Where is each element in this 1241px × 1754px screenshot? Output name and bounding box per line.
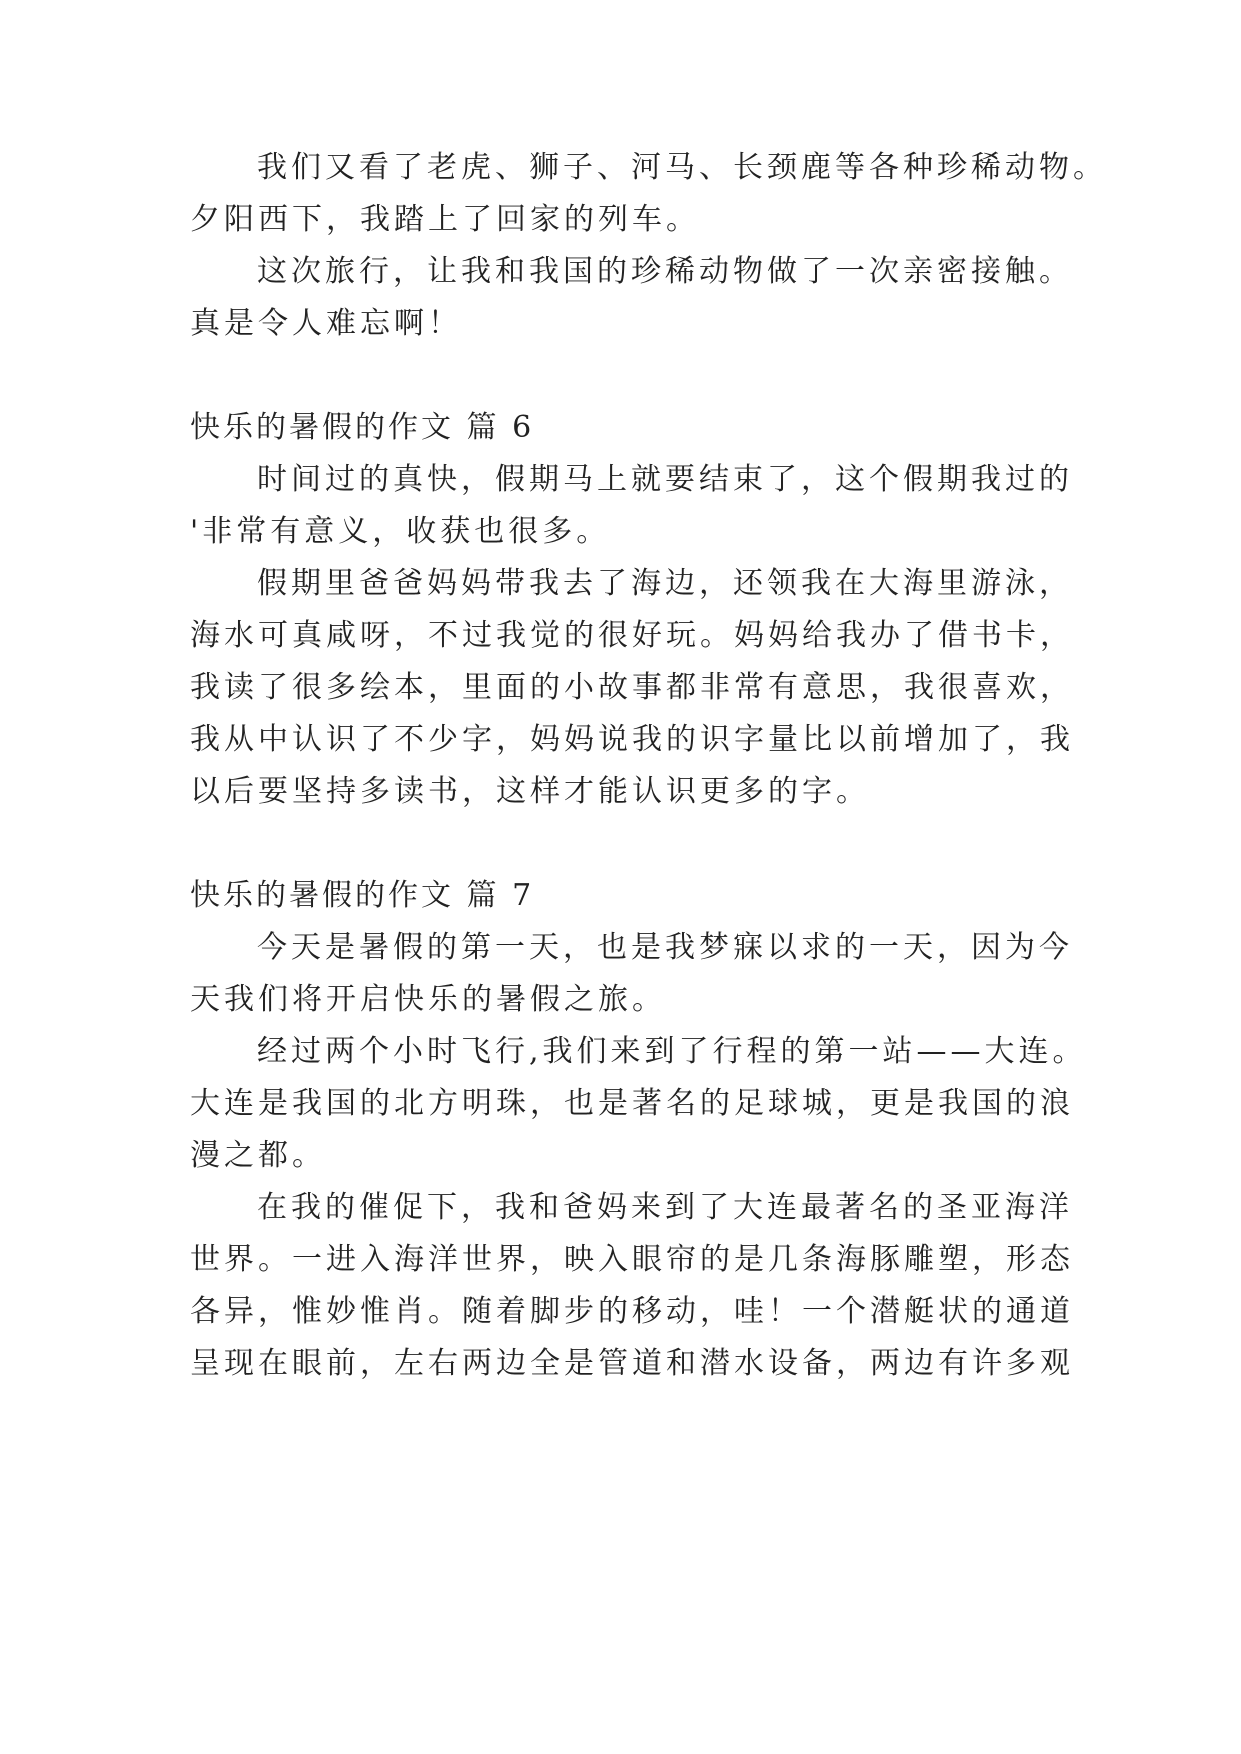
paragraph-line: 假期里爸爸妈妈带我去了海边，还领我在大海里游泳， (257, 566, 1073, 601)
paragraph-line: 呈现在眼前，左右两边全是管道和潜水设备，两边有许多观 (190, 1346, 1074, 1381)
paragraph-line: 漫之都。 (190, 1138, 326, 1173)
paragraph-line: 大连是我国的北方明珠，也是著名的足球城，更是我国的浪 (190, 1086, 1074, 1121)
paragraph-line: 我从中认识了不少字，妈妈说我的识字量比以前增加了，我 (190, 722, 1074, 757)
section-heading: 快乐的暑假的作文 篇 7 (190, 878, 535, 913)
paragraph-line: 我们又看了老虎、狮子、河马、长颈鹿等各种珍稀动物。 (257, 150, 1107, 185)
paragraph-line: 以后要坚持多读书，这样才能认识更多的字。 (190, 774, 870, 809)
paragraph-line: '非常有意义，收获也很多。 (190, 514, 611, 549)
section-heading: 快乐的暑假的作文 篇 6 (190, 410, 535, 445)
paragraph-line: 时间过的真快，假期马上就要结束了，这个假期我过的 (257, 462, 1073, 497)
paragraph-line: 真是令人难忘啊！ (190, 306, 462, 341)
paragraph-line: 在我的催促下，我和爸妈来到了大连最著名的圣亚海洋 (257, 1190, 1073, 1225)
paragraph-line: 天我们将开启快乐的暑假之旅。 (190, 982, 666, 1017)
paragraph-line: 经过两个小时飞行,我们来到了行程的第一站——大连。 (257, 1034, 1087, 1069)
paragraph-line: 各异，惟妙惟肖。随着脚步的移动，哇！一个潜艇状的通道 (190, 1294, 1074, 1329)
paragraph-line: 今天是暑假的第一天，也是我梦寐以求的一天，因为今 (257, 930, 1073, 965)
paragraph-line: 世界。一进入海洋世界，映入眼帘的是几条海豚雕塑，形态 (190, 1242, 1074, 1277)
paragraph-line: 这次旅行，让我和我国的珍稀动物做了一次亲密接触。 (257, 254, 1073, 289)
paragraph-line: 夕阳西下，我踏上了回家的列车。 (190, 202, 700, 237)
paragraph-line: 我读了很多绘本，里面的小故事都非常有意思，我很喜欢， (190, 670, 1074, 705)
paragraph-line: 海水可真咸呀，不过我觉的很好玩。妈妈给我办了借书卡， (190, 618, 1074, 653)
